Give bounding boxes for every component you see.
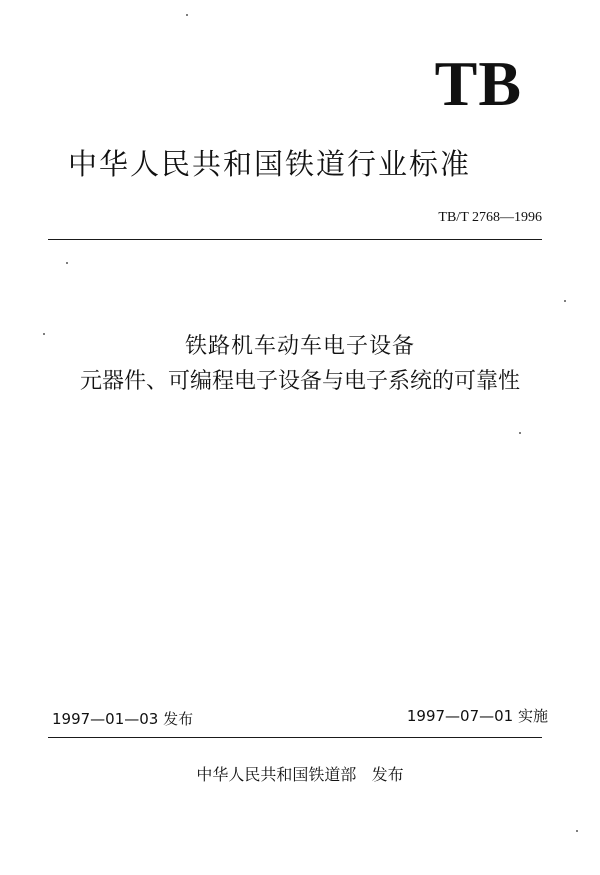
- standard-number: TB/T 2768—1996: [438, 210, 542, 225]
- scan-speck: [564, 300, 566, 302]
- bottom-divider: [48, 737, 542, 738]
- tb-logo: TB: [434, 48, 522, 119]
- scan-speck: [186, 14, 188, 16]
- scan-speck: [66, 262, 68, 264]
- scan-speck: [519, 432, 521, 434]
- publisher-line: 中华人民共和国铁道部 发布: [196, 765, 404, 784]
- document-title-line-1: 铁路机车动车电子设备: [184, 334, 415, 359]
- scan-speck: [576, 830, 578, 832]
- top-divider: [48, 239, 542, 240]
- scan-speck: [43, 333, 45, 335]
- document-title-line-2: 元器件、可编程电子设备与电子系统的可靠性: [79, 369, 520, 394]
- implementation-date: 1997—07—01 实施: [406, 707, 548, 725]
- issue-date: 1997—01—03 发布: [52, 710, 194, 728]
- industry-standard-title: 中华人民共和国铁道行业标准: [68, 147, 472, 181]
